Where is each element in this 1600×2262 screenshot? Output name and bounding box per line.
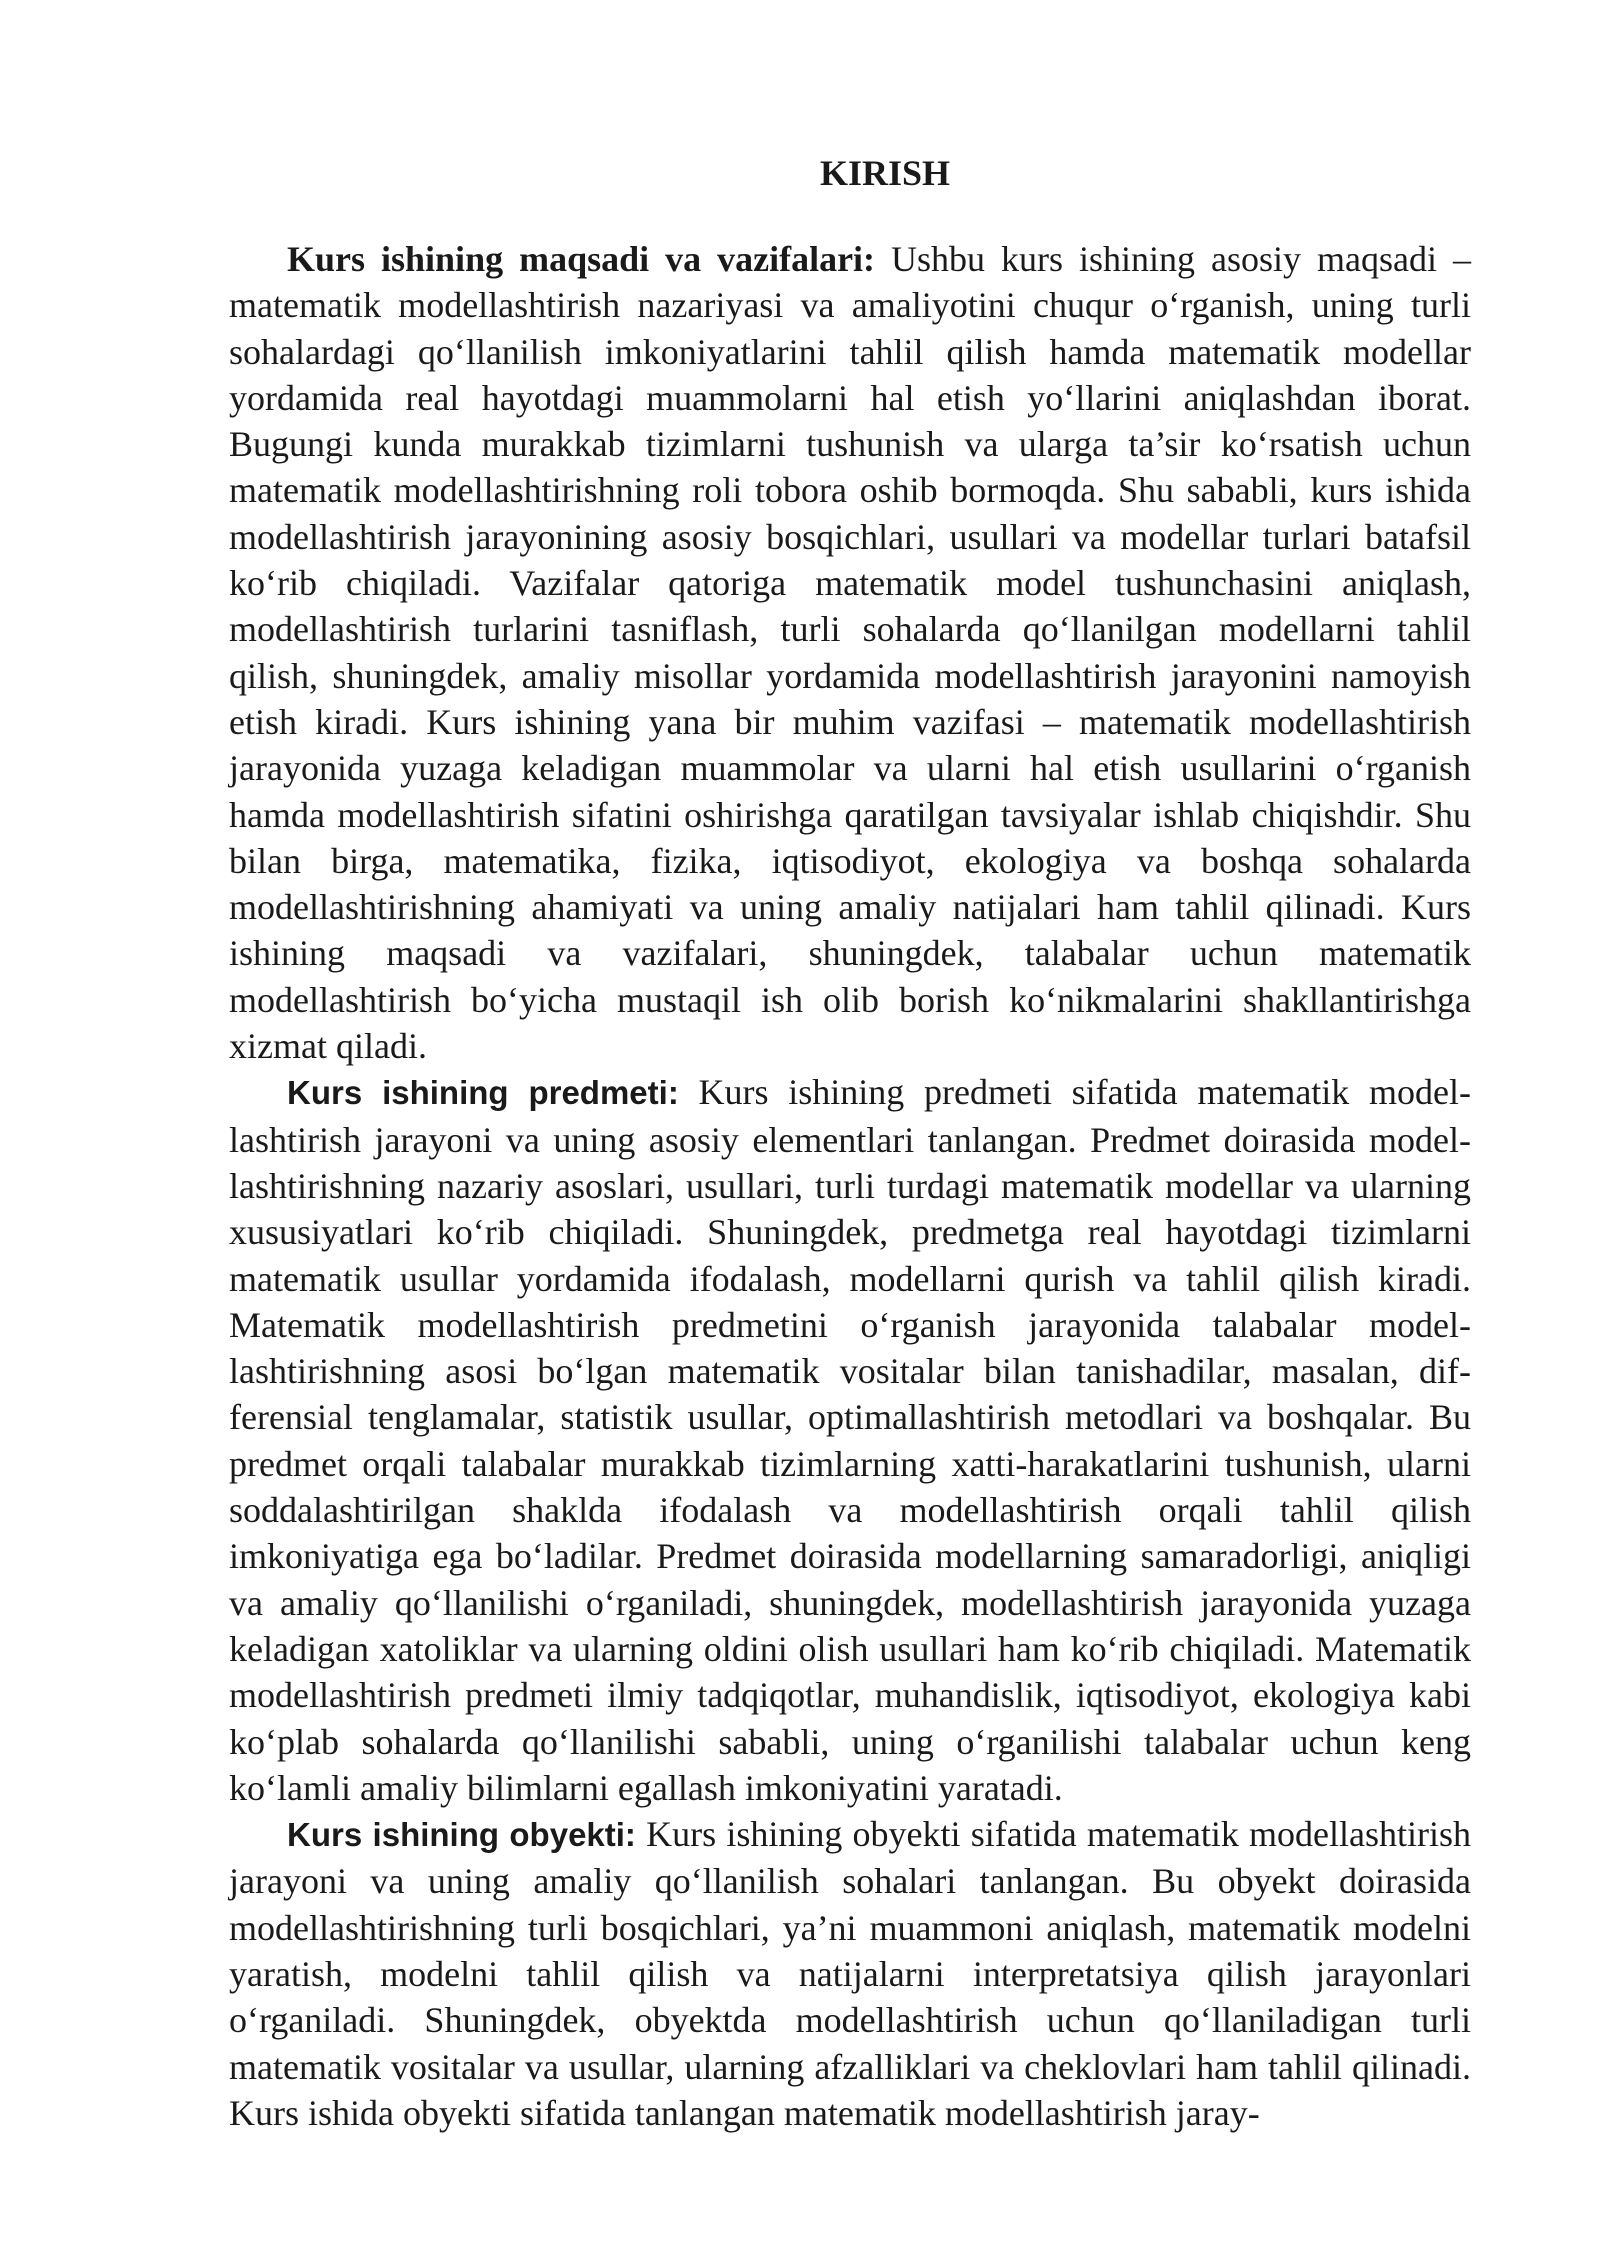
paragraph-goals-lead: Kurs ishining maqsadi va vazifalari: [287,239,876,279]
paragraph-goals [229,236,1471,1069]
paragraph-subject-text: Kurs ishining predmeti sifatida matematik modellashtirish jarayoni va uning asosiy elementlari tanlangan. Predmet doirasida modellashtirishning nazariy asoslari, usullari, turli turdagi matematik modellar va ularning xususiyatlari ko‘rib chiqiladi. Shuningdek, predmetga real hayotdagi tizimlarni matematik usullar yordamida ifodalash, modellarni qurish va tahlil qilish kiradi. Matematik modellashtirish predmetini o‘rganish jarayonida talabalar modellashtirishning asosi bo‘lgan matematik vositalar bilan tanishadilar, masalan, differensial tenglamalar, statistik usullar, optimallashtirish metodlari va boshqalar. Bu predmet orqali talabalar murakkab tizimlarning xatti-harakatlarini tushunish, ularni soddalashtirilgan shaklda ifodalash va modellashtirish orqali tahlil qilish imkoniyatiga ega bo‘ladilar. Predmet doirasida modellarning samaradorligi, aniqligi va amaliy qo‘llanilishi o‘rganiladi, shuningdek, modellashtirish jarayonida yuzaga keladigan xatoliklar va ularning oldini olish usullari ham ko‘rib chiqiladi. Matematik modellashtirish predmeti ilmiy tadqiqotlar, muhandislik, iqtisodiyot, ekologiya kabi ko‘plab sohalarda qo‘llanilishi sababli, uning o‘rganilishi talabalar uchun keng ko‘lamli amaliy bilimlarni egallash imkoniyatini yaratadi. [229,1072,1472,1808]
paragraph-subject-lead: Kurs ishining predmeti: [287,1074,679,1112]
paragraph-goals-text: Ushbu kurs ishining asosiy maqsadi – matematik modellashtirish nazariyasi va amaliyotini chuqur o‘rganish, uning turli sohalardagi qo‘llanilish imkoniyatlarini tahlil qilish hamda matematik modellar yordamida real hayotdagi muammolarni hal etish yo‘llarini aniqlashdan iborat. Bugungi kunda murakkab tizimlarni tushunish va ularga ta’sir ko‘rsatish uchun matematik modellashtirishning roli tobora oshib bormoqda. Shu sababli, kurs ishida modellashtirish jarayonining asosiy bosqichlari, usullari va modellar turlari batafsil ko‘rib chiqiladi. Vazifalar qatoriga matematik model tushunchasini aniqlash, modellashtirish turlarini tasniflash, turli sohalarda qo‘llanilgan modellarni tahlil qilish, shuningdek, amaliy misollar yordamida modellashtirish jarayonini namoyish etish kiradi. Kurs ishining yana bir muhim vazifasi – matematik modellashtirish jarayonida yuzaga keladigan muammolar va ularni hal etish usullarini o‘rganish hamda modellashtirish sifatini oshirishga qaratilgan tavsiyalar ishlab chiqishdir. Shu bilan birga, matematika, fizika, iqtisodiyot, ekologiya va boshqa sohalarda modellashtirishning ahamiyati va uning amaliy natijalari ham tahlil qilinadi. Kurs ishining maqsadi va vazifalari, shuningdek, talabalar uchun matematik modellashtirish bo‘yicha mustaqil ish olib borish ko‘nikmalarini shakllantirishga xizmat qiladi. [229,239,1471,1067]
paragraph-subject [229,1069,1471,1811]
page-title: KIRISH [819,153,951,193]
paragraph-object-text: Kurs ishining obyekti sifatida matematik modellashtirish jarayoni va uning amaliy qo‘llanilish sohalari tanlangan. Bu obyekt doirasida modellashtirishning turli bosqichlari, ya’ni muammoni aniqlash, matematik modelni yaratish, modelni tahlil qilish va natijalarni interpretatsiya qilish jarayonlari o‘rganiladi. Shuningdek, obyektda modellashtirish uchun qo‘llaniladigan turli matematik vositalar va usullar, ularning afzalliklari va cheklovlari ham tahlil qilinadi. Kurs ishida obyekti sifatida tanlangan matematik modellashtirish jaray- [229,1814,1471,2133]
paragraph-object-lead: Kurs ishining obyekti: [287,1816,636,1854]
paragraph-object [229,1811,1471,2136]
document-page [229,150,1471,2136]
